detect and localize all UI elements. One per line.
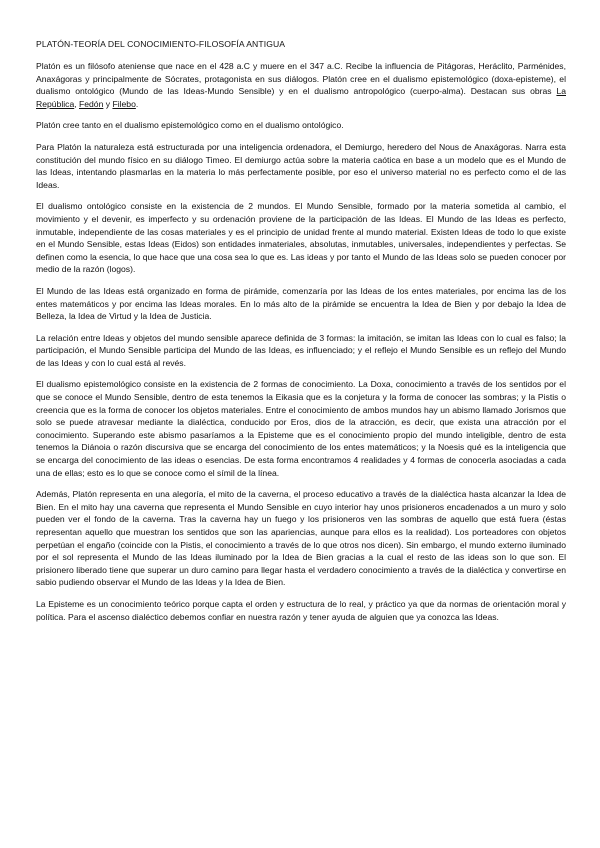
intro-paragraph [36,60,566,110]
paragraph-demiurgo: Para Platón la naturaleza está estructurada por una inteligencia ordenadora, el Demiurgo, heredero del Nous de Anaxágoras. Narra esta constitución del mundo físico en su diálogo Timeo. El demiurgo actúa sobre la materia caótica en base a un modelo que es el Mundo de las Ideas, intentando plasmarlas en la materia lo más perfectamente posible, por eso el universo material no es perfecto como el de las Ideas. [36,141,566,190]
paragraph-ideas-relation: La relación entre Ideas y objetos del mundo sensible aparece definida de 3 formas: la imitación, se imitan las Ideas con lo cual es falso; la participación, el Mundo Sensible participa del Mundo de las Ideas, es influenciado; y el reflejo el Mundo Sensible es un reflejo del Mundo de las Ideas y con lo cual está al revés. [36,332,566,368]
paragraph-dualism-summary: Platón cree tanto en el dualismo epistemológico como en el dualismo ontológico. [36,120,344,131]
paragraph-epistemological-dualism: El dualismo epistemológico consiste en la existencia de 2 formas de conocimiento. La Doxa, conocimiento a través de los sentidos por el que se conoce el Mundo Sensible, dentro de esta tenemos la Eikasia que es la conjetura y la forma de conocer las sombras; y la Pistis o creencia que es la forma de conocer los objetos materiales. Entre el conocimiento de ambos mundos hay un abismo llamado Jorismos que solo se puede atravesar mediante la dialéctica, conducido por Eros, dios de la atracción, es decir, que exista una atracción por el conocimiento. Superando este abismo pasaríamos a la Episteme que es el conocimiento propio del mundo inteligible, dentro de esta tenemos la Diánoia o razón discursiva que se encarga del conocimiento de los entes matemáticos; y la Noesis qué es la inteligencia que se encarga del conocimiento de las ideas o esencias. De esta forma encontramos 4 realidades y 4 formas de conocerla asociadas a cada una de ellas; esto es lo que se conoce como el símil de la línea. [36,379,566,478]
paragraph-ontological-dualism: El dualismo ontológico consiste en la existencia de 2 mundos. El Mundo Sensible, formado por la materia sometida al cambio, el movimiento y el devenir, es imperfecto y su ordenación proviene de la participación de las Ideas. El Mundo de las Ideas es perfecto, inmutable, independiente de las cosas materiales y es el principio de unidad frente al mundo material. Existen Ideas de todo lo que existe en el Mundo Sensible, estas Ideas (Eidos) son entidades inmateriales, absolutas, inmutables, universales, independientes y perfectas. Se definen como la esencia, lo que hace que una cosa sea lo que es. Las ideas y por tanto el Mundo de las Ideas solo se pueden conocer por medio de la razón (logos). [36,201,566,275]
link-fedon[interactable]: Fedón [79,98,104,109]
paragraph-cave-allegory: Además, Platón representa en una alegoría, el mito de la caverna, el proceso educativo a través de la dialéctica hasta alcanzar la Idea de Bien. En el mito hay una caverna que representa el Mundo Sensible en cuyo interior hay unos prisioneros encadenados a un muro y solo pueden ver el fondo de la caverna. Tras la caverna hay un fuego y los prisioneros ven las sombras de aquello que está fuera (éstas representan aquello que muestran los sentidos que son las apariencias, aunque para ellos es la realidad). Los porteadores con objetos perpetúan el engaño (coincide con la Pistis, el conocimiento a través de lo que otros nos dicen). Sin embargo, el mundo externo iluminado por el sol representa el Mundo de las Ideas iluminado por la Idea de Bien gracias a la cual el resto de las ideas son lo que son. El prisionero liberado tiene que superar un duro camino para llegar hasta el verdadero conocimiento a través de la dialéctica y convertirse en sabio pudiendo observar el Mundo de las Ideas y la Idea de Bien. [36,489,566,588]
paragraph-episteme: La Episteme es un conocimiento teórico porque capta el orden y estructura de lo real, y práctico ya que da normas de orientación moral y política. Para el ascenso dialéctico debemos confiar en nuestra razón y tener ayuda de alguien que ya conozca las Ideas. [36,598,566,622]
link-la-republica[interactable]: La República [36,86,566,109]
paragraph-pyramid-of-ideas: El Mundo de las Ideas está organizado en forma de pirámide, comenzaría por las Ideas de los entes materiales, por encima las de los entes matemáticos y por encima las Ideas morales. En lo más alto de la pirámide se encuentra la Idea de Bien y por debajo la Idea de Belleza, la Idea de Virtud y la Idea de Justicia. [36,285,566,322]
document-title: PLATÓN-TEORÍA DEL CONOCIMIENTO-FILOSOFÍA ANTIGUA [36,39,286,49]
intro-end: . [135,98,139,109]
link-filebo[interactable]: Filebo [112,98,136,109]
intro-text: Platón es un filósofo ateniense que nace en el 428 a.C y muere en el 347 a.C. Recibe la influencia de Pitágoras, Heráclito, Parménides, Anaxágoras y principalmente de Sócrates, protagonista en sus diálogos. Platón cree en el dualismo epistemológico (doxa-episteme), el dualismo ontológico (Mundo de las Ideas-Mundo Sensible) y en el dualismo antropológico (cuerpo-alma). Destacan sus obras [36,61,566,97]
intro-separator: , [74,98,79,109]
intro-separator: y [103,98,113,109]
